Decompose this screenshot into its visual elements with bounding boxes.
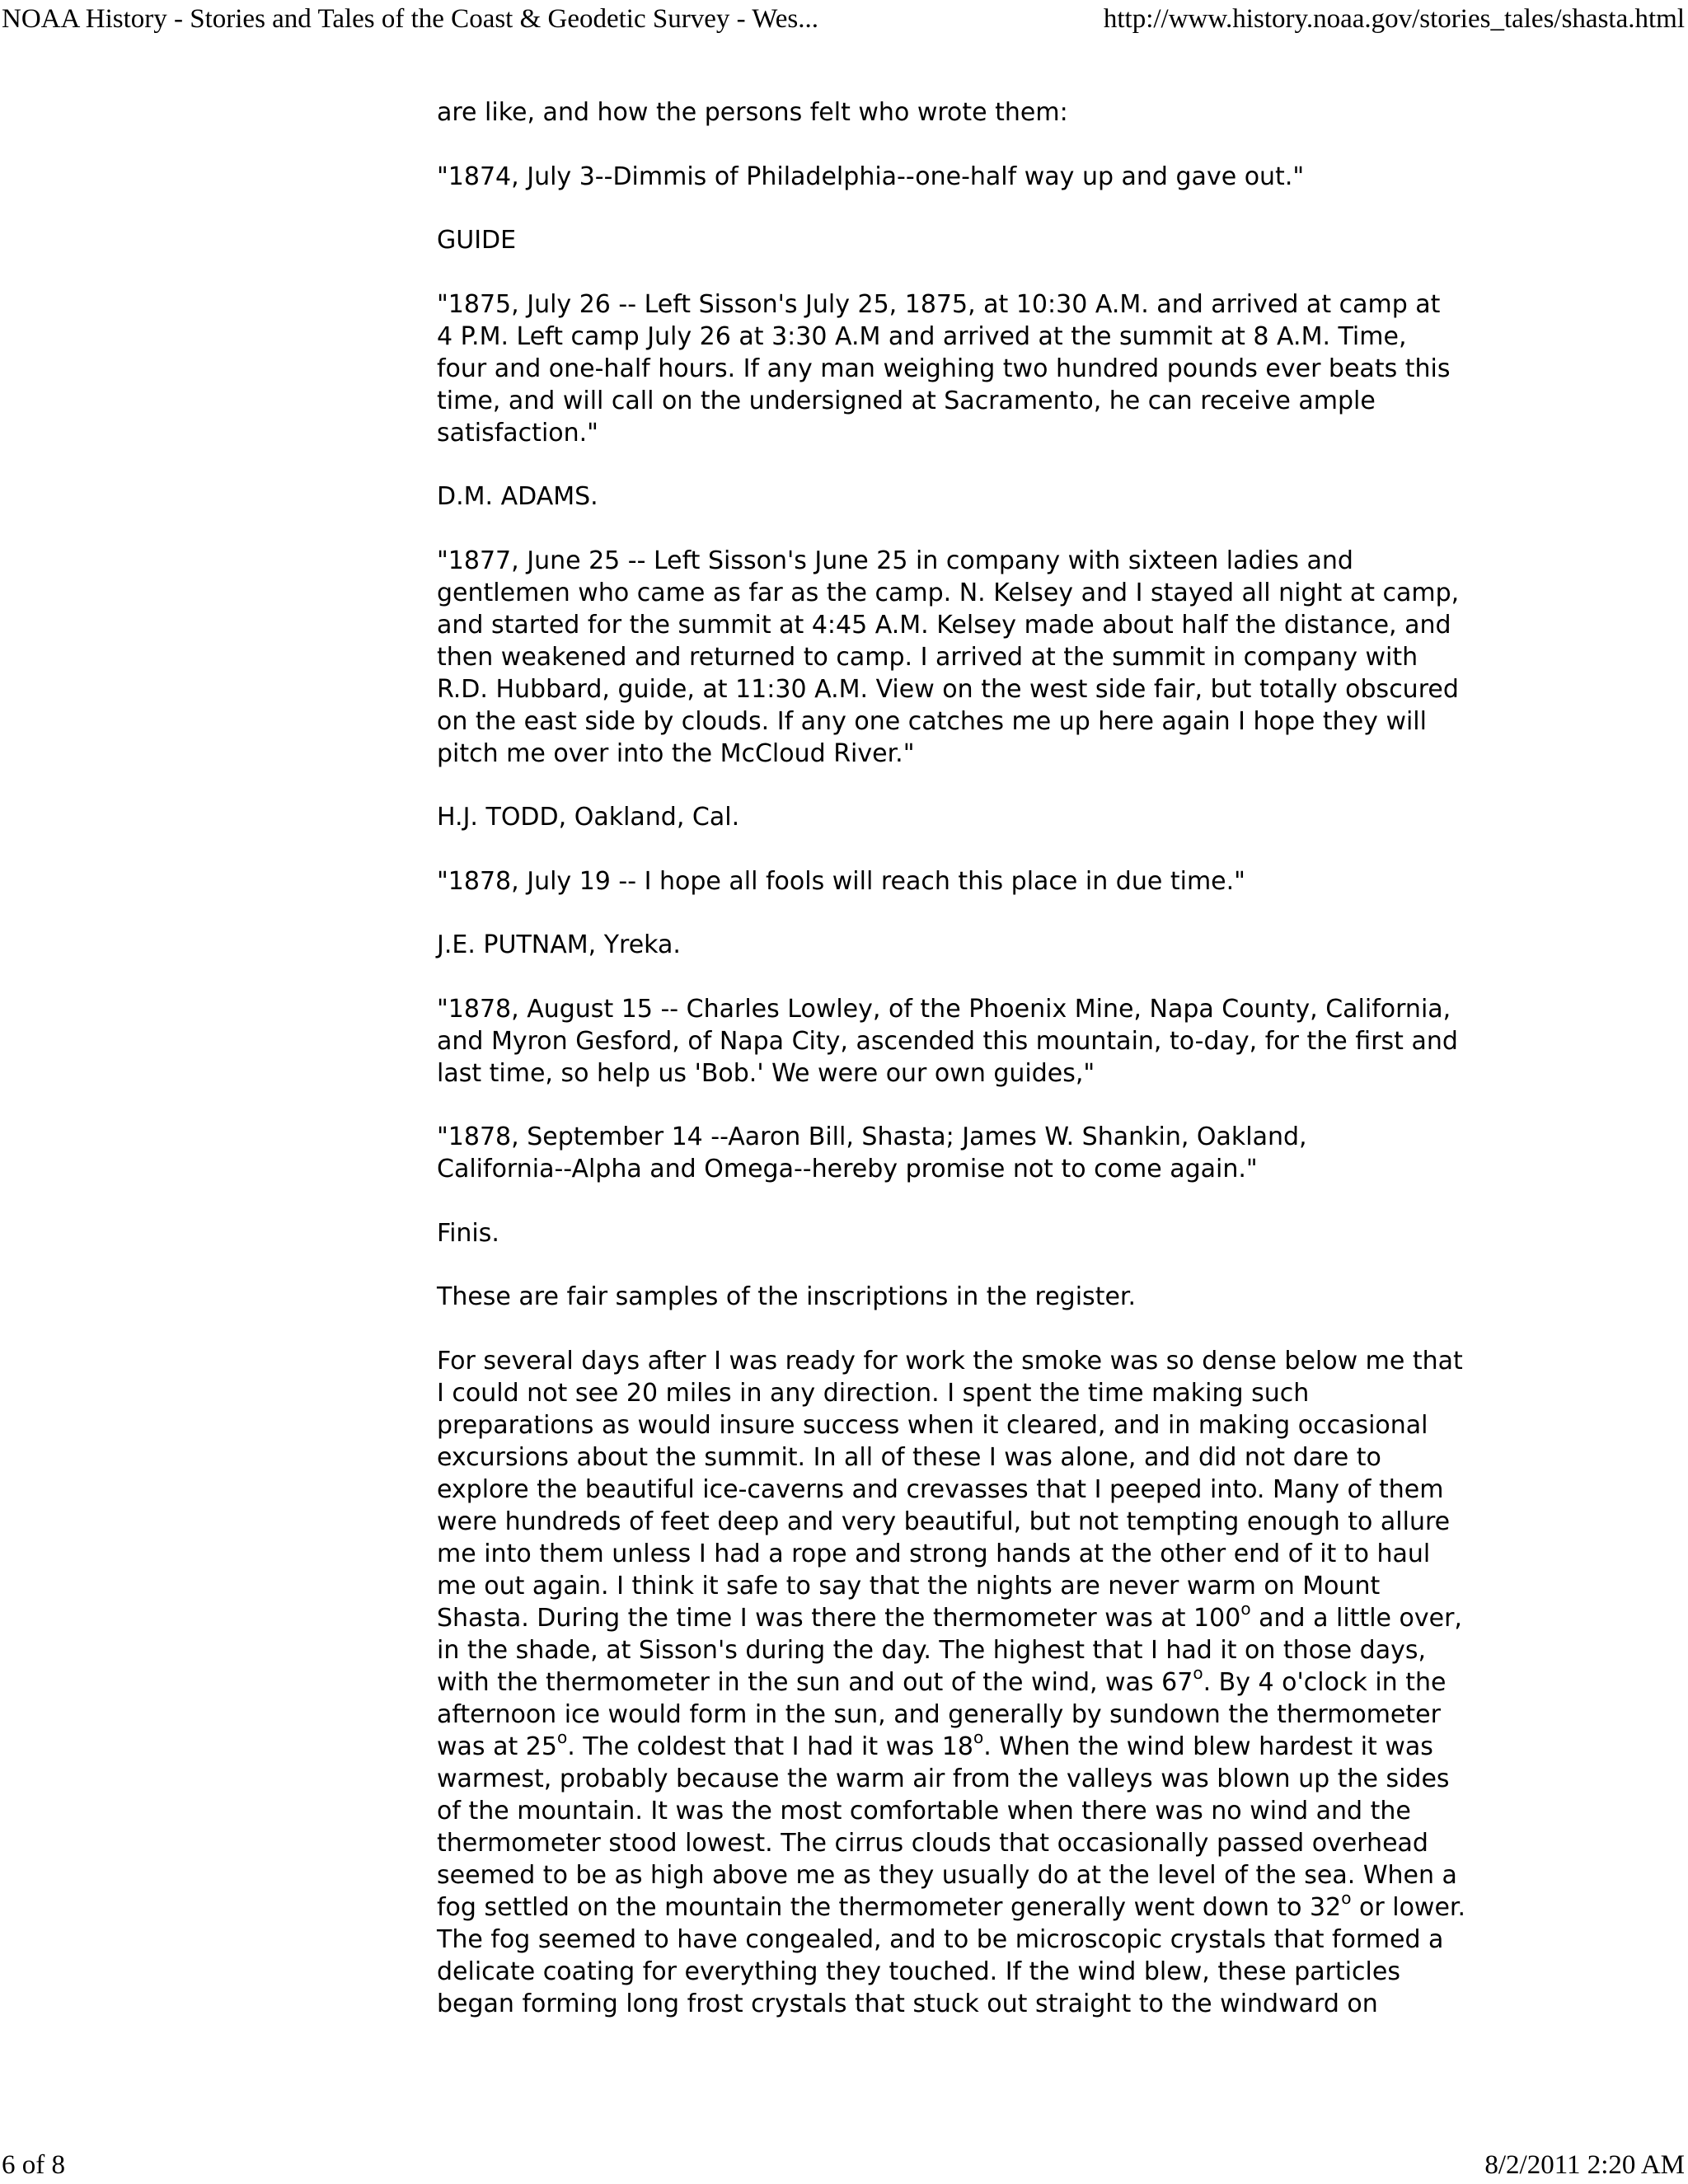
degree-sign: o (1341, 1887, 1352, 1908)
page-header-url: http://www.history.noaa.gov/stories_tales/shasta.html (1103, 4, 1685, 34)
degree-sign: o (1240, 1598, 1251, 1619)
register-entry: "1878, September 14 --Aaron Bill, Shasta; James W. Shankin, Oakland, California--Alpha and Omega--hereby promise not to come again." (437, 1122, 1307, 1183)
text-run: or lower. The fog seemed to have congealed, and to be microscopic crystals that formed a delicate coating for everything they touched. If the wind blew, these particles began forming long frost crystals that stuck out straight to the windward on (437, 1892, 1466, 2018)
degree-sign: o (973, 1727, 984, 1747)
register-signature: J.E. PUTNAM, Yreka. (437, 930, 681, 959)
register-entry: "1878, July 19 -- I hope all fools will reach this place in due time." (437, 866, 1245, 896)
register-entry: "1874, July 3--Dimmis of Philadelphia--one-half way up and gave out." (437, 162, 1305, 191)
text-run: For several days after I was ready for work the smoke was so dense below me that I could not see 20 miles in any direction. I spent the time making such preparations as would insure success when it cleared, and in making occasional excursions about the summit. In all of these I was alone, and did not dare to explore the beautiful ice-caverns and crevasses that I peeped into. Many of them were hundreds of feet deep and very beautiful, but not tempting enough to allure me into them unless I had a rope and strong hands at the other end of it to haul me out again. I think it safe to say that the nights are never warm on Mount Shasta. During the time I was there the thermometer was at 100 (437, 1346, 1463, 1633)
register-entry: "1877, June 25 -- Left Sisson's June 25 in company with sixteen ladies and gentlemen who came as far as the camp. N. Kelsey and I stayed all night at camp, and started for the summit at 4:45 A.M. Kelsey made about half the distance, and then weakened and returned to camp. I arrived at the summit in company with R.D. Hubbard, guide, at 11:30 A.M. View on the west side fair, but totally obscured on the east side by clouds. If any one catches me up here again I hope they will pitch me over into the McCloud River." (437, 546, 1460, 768)
text-run: . By 4 o'clock in the afternoon ice would form in the sun, and generally by sundown the thermometer was at 25 (437, 1667, 1447, 1761)
register-signature: H.J. TODD, Oakland, Cal. (437, 803, 740, 832)
text-run: . When the wind blew hardest it was warmest, probably because the warm air from the valleys was blown up the sides of the mountain. It was the most comfortable when there was no wind and the thermometer stood lowest. The cirrus clouds that occasionally passed overhead seemed to be as high above me as they usually do at the level of the sea. When a fog settled on the mountain the thermometer generally went down to 32 (437, 1732, 1457, 1922)
paragraph: These are fair samples of the inscriptions in the register. (437, 1282, 1137, 1311)
text-run: . The coldest that I had it was 18 (567, 1732, 973, 1761)
paragraph-observations (437, 1345, 1508, 2020)
degree-sign: o (556, 1727, 568, 1747)
page-number: 6 of 8 (2, 2150, 65, 2180)
print-datetime: 8/2/2011 2:20 AM (1484, 2150, 1685, 2180)
page-header-title: NOAA History - Stories and Tales of the Coast & Geodetic Survey - Wes... (2, 4, 818, 34)
text-run: and a little over, in the shade, at Sisson's during the day. The highest that I had it on those days, with the thermometer in the sun and out of the wind, was 67 (437, 1603, 1462, 1697)
register-signature: D.M. ADAMS. (437, 482, 598, 511)
register-entry: "1875, July 26 -- Left Sisson's July 25, 1875, at 10:30 A.M. and arrived at camp at 4 P.M. Left camp July 26 at 3:30 A.M and arrived at the summit at 8 A.M. Time, four and one-half hours. If any man weighing two hundred pounds ever beats this time, and will call on the undersigned at Sacramento, he can receive ample satisfaction." (437, 289, 1451, 448)
article-body (437, 96, 1508, 2051)
paragraph: are like, and how the persons felt who wrote them: (437, 98, 1068, 127)
register-signature: GUIDE (437, 226, 517, 255)
register-signature: Finis. (437, 1218, 499, 1248)
degree-sign: o (1193, 1662, 1203, 1683)
register-entry: "1878, August 15 -- Charles Lowley, of the Phoenix Mine, Napa County, California, and Myron Gesford, of Napa City, ascended this mountain, to-day, for the first and last time, so help us 'Bob.' We were our own guides," (437, 994, 1458, 1088)
